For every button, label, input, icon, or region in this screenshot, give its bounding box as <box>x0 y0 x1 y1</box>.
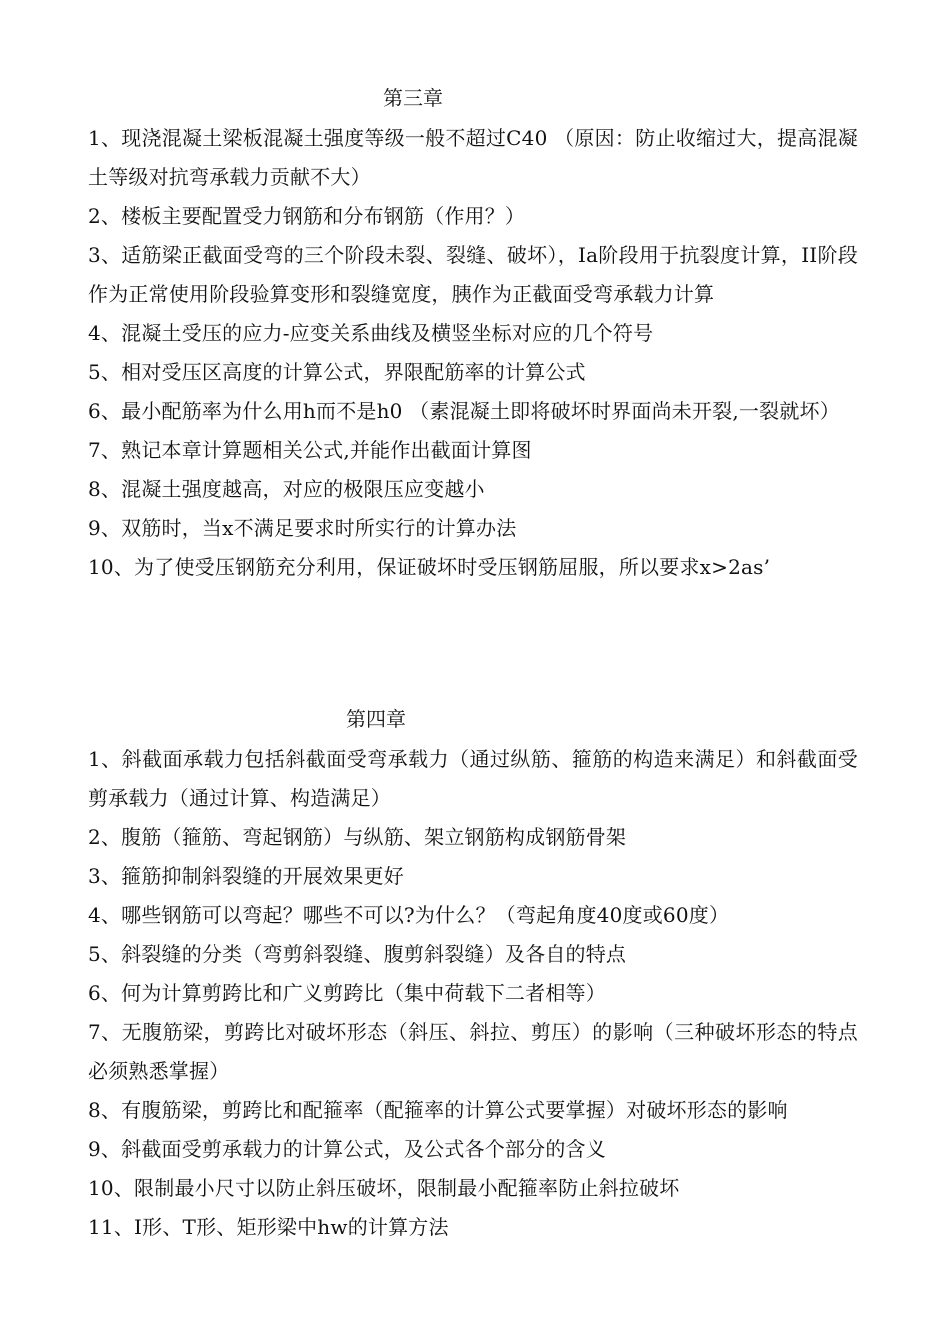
list-item: 2、腹筋（箍筋、弯起钢筋）与纵筋、架立钢筋构成钢筋骨架 <box>88 825 627 849</box>
list-item: 9、双筋时，当x不满足要求时所实行的计算办法 <box>88 516 517 540</box>
list-item: 1、现浇混凝土梁板混凝土强度等级一般不超过C40 （原因：防止收缩过大，提高混凝土等级对抗弯承载力贡献不大） <box>88 126 858 189</box>
list-item: 8、混凝土强度越高，对应的极限压应变越小 <box>88 477 485 501</box>
chapter-3-title: 第三章 <box>383 86 443 110</box>
list-item: 3、箍筋抑制斜裂缝的开展效果更好 <box>88 864 404 888</box>
list-item: 10、限制最小尺寸以防止斜压破坏，限制最小配箍率防止斜拉破坏 <box>88 1176 680 1200</box>
list-item: 7、无腹筋梁，剪跨比对破坏形态（斜压、斜拉、剪压）的影响（三种破坏形态的特点必须熟悉掌握） <box>88 1020 858 1083</box>
list-item: 9、斜截面受剪承载力的计算公式，及公式各个部分的含义 <box>88 1137 606 1161</box>
list-item: 4、哪些钢筋可以弯起？哪些不可以?为什么？（弯起角度40度或60度） <box>88 903 730 927</box>
list-item: 4、混凝土受压的应力-应变关系曲线及横竖坐标对应的几个符号 <box>88 321 654 345</box>
chapter-3-section <box>88 85 858 587</box>
list-item: 6、最小配筋率为什么用h而不是h0 （素混凝土即将破坏时界面尚未开裂,一裂就坏） <box>88 399 840 423</box>
list-item: 1、斜截面承载力包括斜截面受弯承载力（通过纵筋、箍筋的构造来满足）和斜截面受剪承载力（通过计算、构造满足） <box>88 747 858 810</box>
chapter-4-list <box>88 740 858 1247</box>
chapter-4-section <box>88 706 858 1247</box>
list-item: 10、为了使受压钢筋充分利用，保证破坏时受压钢筋屈服，所以要求x>2as’ <box>88 555 771 579</box>
list-item: 5、相对受压区高度的计算公式，界限配筋率的计算公式 <box>88 360 586 384</box>
list-item: 11、I形、T形、矩形梁中hw的计算方法 <box>88 1215 449 1239</box>
list-item: 3、适筋梁正截面受弯的三个阶段未裂、裂缝、破坏），Ia阶段用于抗裂度计算，II阶段作为正常使用阶段验算变形和裂缝宽度，胰作为正截面受弯承载力计算 <box>88 243 858 306</box>
list-item: 6、何为计算剪跨比和广义剪跨比（集中荷载下二者相等） <box>88 981 606 1005</box>
chapter-3-list <box>88 119 858 587</box>
list-item: 5、斜裂缝的分类（弯剪斜裂缝、腹剪斜裂缝）及各自的特点 <box>88 942 627 966</box>
list-item: 8、有腹筋梁，剪跨比和配箍率（配箍率的计算公式要掌握）对破坏形态的影响 <box>88 1098 788 1122</box>
list-item: 2、楼板主要配置受力钢筋和分布钢筋（作用？） <box>88 204 526 228</box>
chapter-4-title: 第四章 <box>346 707 406 731</box>
list-item: 7、熟记本章计算题相关公式,并能作出截面计算图 <box>88 438 532 462</box>
